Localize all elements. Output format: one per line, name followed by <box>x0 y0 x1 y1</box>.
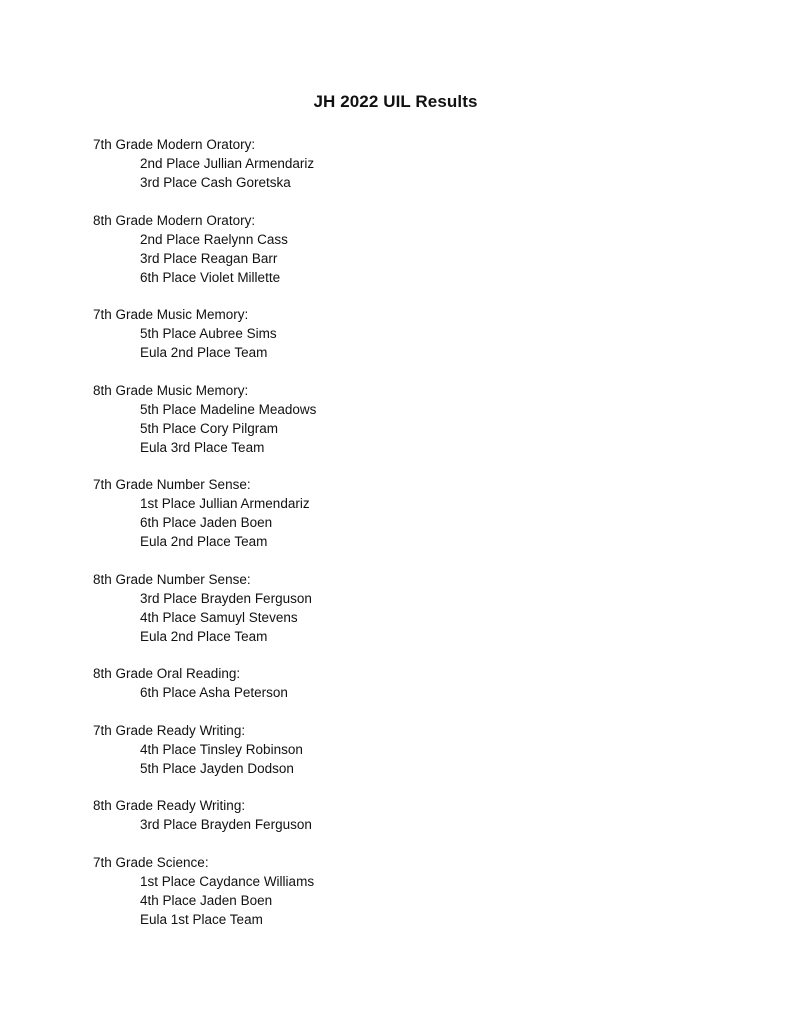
results-section <box>93 211 743 287</box>
section-heading: 8th Grade Modern Oratory: <box>93 212 256 228</box>
results-section <box>93 796 743 834</box>
result-entry: 6th Place Asha Peterson <box>140 685 288 700</box>
result-entry: 5th Place Jayden Dodson <box>140 760 294 776</box>
result-entry: Eula 3rd Place Team <box>140 439 265 455</box>
results-list <box>93 135 743 947</box>
result-entry: 6th Place Violet Millette <box>140 269 281 285</box>
section-heading: 8th Grade Number Sense: <box>93 571 251 587</box>
section-heading: 7th Grade Ready Writing: <box>93 722 246 738</box>
result-entry: 3rd Place Brayden Ferguson <box>140 590 312 606</box>
result-entry: Eula 2nd Place Team <box>140 345 268 360</box>
result-entry: 3rd Place Reagan Barr <box>140 250 278 266</box>
results-section <box>93 305 743 362</box>
section-heading: 8th Grade Ready Writing: <box>93 798 246 813</box>
result-entry: Eula 2nd Place Team <box>140 628 268 644</box>
results-section <box>93 721 743 778</box>
results-section <box>93 381 743 457</box>
result-entry: 2nd Place Jullian Armendariz <box>140 156 315 171</box>
page-title: JH 2022 UIL Results <box>313 92 478 111</box>
result-entry: 4th Place Jaden Boen <box>140 892 273 908</box>
result-entry: 2nd Place Raelynn Cass <box>140 231 288 247</box>
result-entry: 5th Place Cory Pilgram <box>140 420 279 436</box>
results-section <box>93 475 743 551</box>
result-entry: 5th Place Aubree Sims <box>140 326 277 341</box>
section-heading: 7th Grade Music Memory: <box>93 307 249 322</box>
result-entry: 4th Place Tinsley Robinson <box>140 741 303 757</box>
result-entry: 3rd Place Brayden Ferguson <box>140 817 312 832</box>
result-entry: 4th Place Samuyl Stevens <box>140 609 298 625</box>
results-section <box>93 853 743 929</box>
results-section <box>93 135 743 192</box>
result-entry: 3rd Place Cash Goretska <box>140 175 291 190</box>
result-entry: 1st Place Caydance Williams <box>140 873 315 889</box>
section-heading: 7th Grade Modern Oratory: <box>93 137 256 152</box>
result-entry: 6th Place Jaden Boen <box>140 515 273 530</box>
result-entry: 5th Place Madeline Meadows <box>140 401 317 417</box>
results-section <box>93 664 743 702</box>
result-entry: 1st Place Jullian Armendariz <box>140 496 310 511</box>
section-heading: 7th Grade Number Sense: <box>93 477 251 492</box>
section-heading: 8th Grade Oral Reading: <box>93 666 241 681</box>
results-section <box>93 570 743 646</box>
result-entry: Eula 1st Place Team <box>140 911 263 927</box>
section-heading: 8th Grade Music Memory: <box>93 382 249 398</box>
section-heading: 7th Grade Science: <box>93 854 209 870</box>
result-entry: Eula 2nd Place Team <box>140 534 268 549</box>
